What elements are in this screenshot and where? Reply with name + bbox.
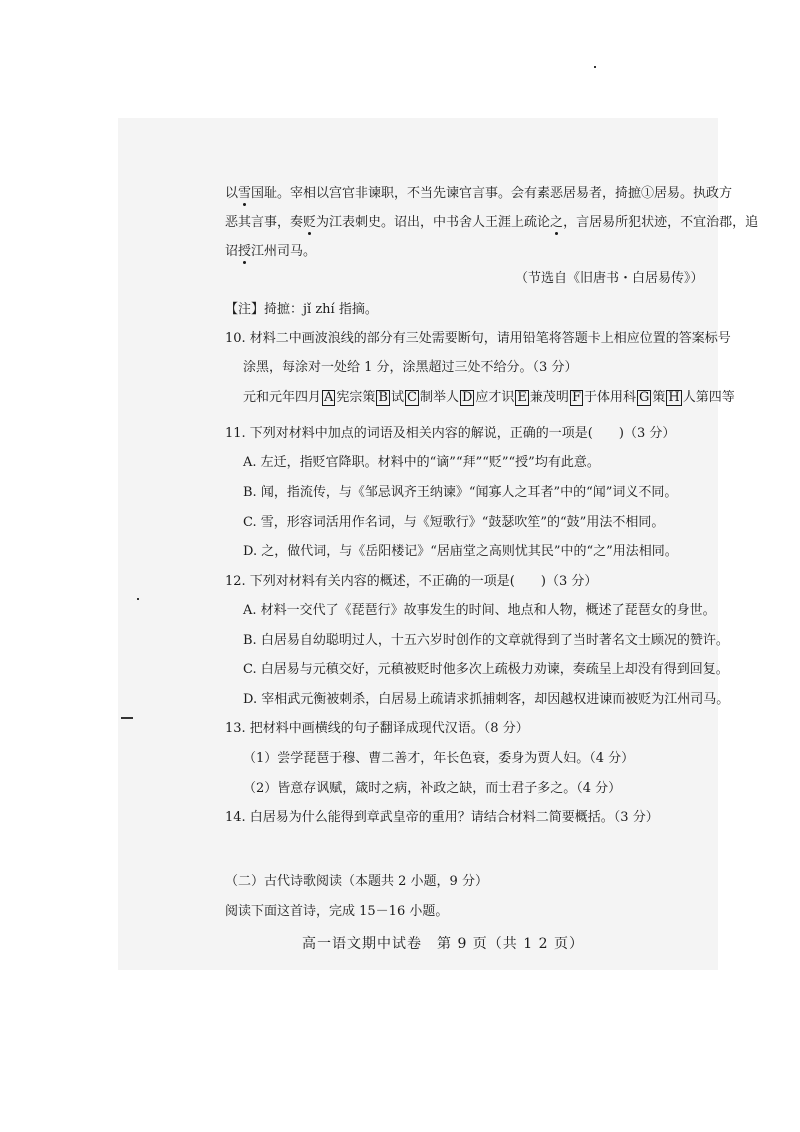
q11-stem: 11. 下列对材料中加点的词语及相关内容的解说，正确的一项是( )（3 分） bbox=[225, 426, 676, 441]
q11-option-b: B. 闻，指流传，与《邹忌讽齐王纳谏》“闻寡人之耳者”中的“闻”词义不同。 bbox=[243, 485, 678, 500]
q12-option-b: B. 白居易自幼聪明过人，十五六岁时创作的文章就得到了当时著名文士顾况的赞许。 bbox=[243, 633, 729, 648]
segment: 元和元年四月 bbox=[243, 390, 322, 405]
q11-option-c: C. 雪，形容词活用作名词，与《短歌行》“鼓瑟吹笙”的“鼓”用法不相同。 bbox=[243, 515, 665, 530]
scan-speck bbox=[137, 598, 139, 600]
q12-stem: 12. 下列对材料有关内容的概述，不正确的一项是( )（3 分） bbox=[225, 574, 598, 589]
q12-option-d: D. 宰相武元衡被刺杀，白居易上疏请求抓捕刺客，却因越权进谏而被贬为江州司马。 bbox=[243, 692, 730, 707]
segment: 宪宗策 bbox=[336, 390, 376, 405]
marker-d[interactable]: D bbox=[461, 390, 473, 405]
segment: 应才识 bbox=[475, 390, 515, 405]
margin-dash bbox=[121, 717, 133, 719]
segment: 于体用科 bbox=[583, 390, 636, 405]
passage-line-1: 以雪国耻。宰相以宫官非谏职，不当先谏官言事。会有素恶居易者，掎摭①居易。执政方 bbox=[225, 186, 733, 201]
q12-option-c: C. 白居易与元稹交好，元稹被贬时他多次上疏极力劝谏，奏疏呈上却没有得到回复。 bbox=[243, 662, 729, 677]
q10-stem-line-1: 10. 材料二中画波浪线的部分有三处需要断句，请用铅笔将答题卡上相应位置的答案标号 bbox=[225, 331, 731, 346]
q11-option-d: D. 之，做代词，与《岳阳楼记》“居庙堂之高则忧其民”中的“之”用法相同。 bbox=[243, 544, 678, 559]
segment: 兼茂明 bbox=[529, 390, 569, 405]
scan-speck bbox=[594, 66, 596, 68]
marker-e[interactable]: E bbox=[517, 390, 527, 405]
page-footer: 高一语文期中试卷 第 9 页（共 1 2 页） bbox=[302, 936, 584, 952]
segment: 人第四等 bbox=[682, 390, 735, 405]
marker-a[interactable]: A bbox=[324, 390, 334, 405]
marker-f[interactable]: F bbox=[571, 390, 581, 405]
segment: 试 bbox=[390, 390, 404, 405]
q10-sentence bbox=[243, 390, 735, 406]
segment: 制举人 bbox=[419, 390, 459, 405]
q14-stem: 14. 白居易为什么能得到章武皇帝的重用？请结合材料二简要概括。（3 分） bbox=[225, 810, 659, 825]
section-2-title: （二）古代诗歌阅读（本题共 2 小题，9 分） bbox=[225, 874, 488, 889]
passage-line-2: 恶其言事，奏贬为江表刺史。诏出，中书舍人王涯上疏论之，言居易所犯状迹，不宜治郡，追 bbox=[225, 215, 759, 230]
marker-b[interactable]: B bbox=[378, 390, 388, 405]
passage-line-3: 诏授江州司马。 bbox=[225, 244, 317, 259]
section-2-intro: 阅读下面这首诗，完成 15－16 小题。 bbox=[225, 904, 449, 919]
q10-stem-line-2: 涂黑，每涂对一处给 1 分，涂黑超过三处不给分。（3 分） bbox=[243, 360, 578, 375]
q11-option-a: A. 左迁，指贬官降职。材料中的“谪”“拜”“贬”“授”均有此意。 bbox=[243, 455, 600, 470]
annotation-note: 【注】掎摭：jǐ zhí 指摘。 bbox=[225, 302, 378, 317]
marker-g[interactable]: G bbox=[638, 390, 650, 405]
marker-c[interactable]: C bbox=[407, 390, 417, 405]
q13-sentence-1: （1）尝学琵琶于穆、曹二善才，年长色衰，委身为贾人妇。（4 分） bbox=[243, 751, 635, 766]
passage-source: （节选自《旧唐书・白居易传》） bbox=[515, 271, 704, 286]
q13-sentence-2: （2）皆意存讽赋，箴时之病，补政之缺，而士君子多之。（4 分） bbox=[243, 781, 622, 796]
marker-h[interactable]: H bbox=[668, 390, 680, 405]
q13-stem: 13. 把材料中画横线的句子翻译成现代汉语。（8 分） bbox=[225, 721, 529, 736]
segment: 策 bbox=[652, 390, 666, 405]
q12-option-a: A. 材料一交代了《琵琶行》故事发生的时间、地点和人物，概述了琵琶女的身世。 bbox=[243, 603, 716, 618]
